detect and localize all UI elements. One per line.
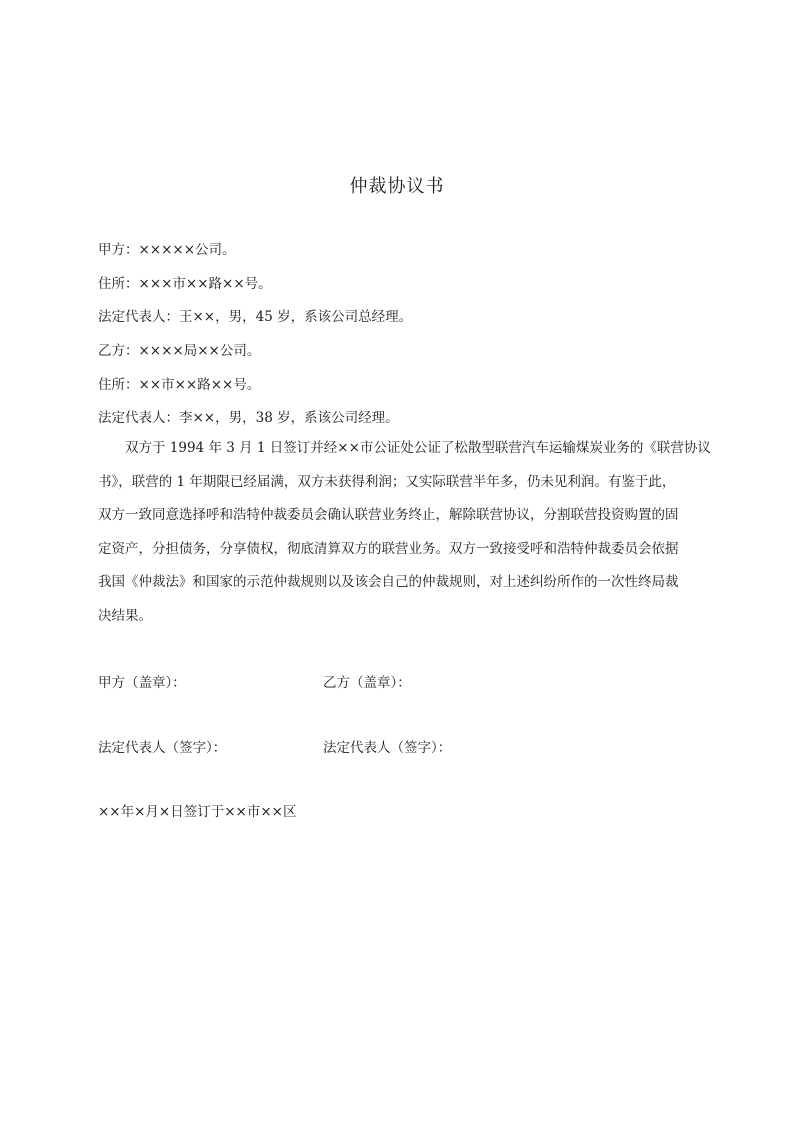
party-a-name: 甲方：×××××公司。 [98, 242, 236, 258]
signing-date-place: ××年×月×日签订于××市××区 [98, 804, 297, 820]
body-line: 书》，联营的 1 年期限已经届满，双方未获得利润；又实际联营半年多，仍未见利润。有鉴于此， [98, 473, 676, 490]
party-b-name: 乙方：××××局××公司。 [98, 343, 261, 359]
agreement-body [98, 432, 726, 634]
party-a-seal-label: 甲方（盖章）： [98, 675, 186, 691]
body-line: 决结果。 [98, 607, 152, 624]
party-a-address: 住所：×××市××路××号。 [98, 276, 272, 292]
body-line: 定资产，分担债务，分享债权，彻底清算双方的联营业务。双方一致接受呼和浩特仲裁委员会依据 [98, 540, 679, 557]
body-line: 双方一致同意选择呼和浩特仲裁委员会确认联营业务终止，解除联营协议，分割联营投资购置的固 [98, 507, 679, 524]
party-a-representative: 法定代表人：王××，男，45 岁，系该公司总经理。 [98, 309, 413, 325]
body-line: 我国《仲裁法》和国家的示范仲裁规则以及该会自己的仲裁规则，对上述纠纷所作的一次性终局裁 [98, 574, 679, 591]
document-title: 仲裁协议书 [349, 176, 445, 197]
party-a-rep-sign-label: 法定代表人（签字）： [98, 740, 227, 756]
body-line: 双方于 1994 年 3 月 1 日签订并经××市公证处公证了松散型联营汽车运输煤炭业务的《联营协议 [125, 440, 711, 456]
party-b-rep-sign-label: 法定代表人（签字）： [323, 740, 452, 756]
party-b-address: 住所：××市××路××号。 [98, 377, 261, 393]
party-b-seal-label: 乙方（盖章）： [323, 675, 411, 691]
party-b-representative: 法定代表人：李××，男，38 岁，系该公司经理。 [98, 410, 399, 426]
